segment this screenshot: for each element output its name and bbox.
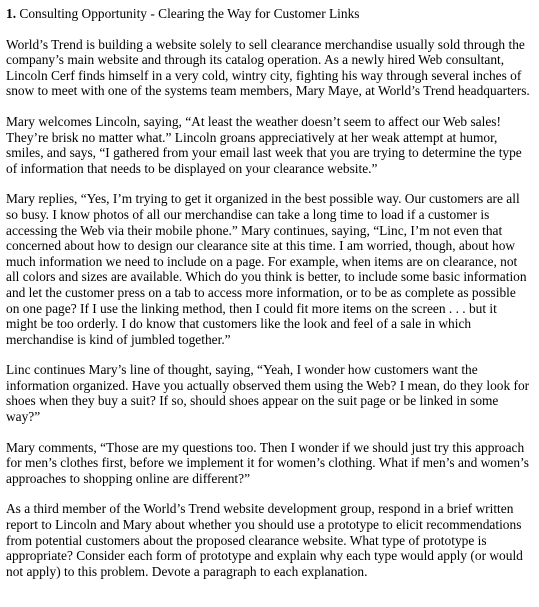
section-title: Consulting Opportunity - Clearing the Way for Customer Links (19, 6, 360, 21)
section-heading (6, 6, 531, 22)
paragraph-mary-welcomes: Mary welcomes Lincoln, saying, “At least the weather doesn’t seem to affect our Web sales! They’re brisk no matter what.” Lincoln groans appreciatively at her weak attempt at humor, smiles, and says, “I gathered from your email last week that you are trying to determine the type of information that needs to be displayed on your clearance website.” (6, 113, 522, 176)
section-number: 1. (6, 6, 17, 21)
paragraph-linc-continues: Linc continues Mary’s line of thought, saying, “Yeah, I wonder how customers want the information organized. Have you actually observed them using the Web? I mean, do they look for shoes when they buy a suit? If so, should shoes appear on the suit page or be linked in some way?” (6, 362, 530, 425)
paragraph-mary-replies: Mary replies, “Yes, I’m trying to get it organized in the best possible way. Our customers are all so busy. I know photos of all our merchandise can take a long time to load if a customer is accessing the Web via their mobile phone.” Mary continues, saying, “Linc, I’m not even that concerned about how to design our clearance site at this time. I am worried, though, about how much information we need to include on a page. For example, when items are on clearance, not all colors and sizes are available. Which do you think is better, to include some basic information and let the customer press on a tab to access more information, or to be as complete as possible on one page? If I use the linking method, then I could fit more items on the screen . . . but it might be too orderly. I do know that customers like the look and feel of a sale in which merchandise is kind of jumbled together.” (6, 191, 527, 347)
paragraph-mary-comments: Mary comments, “Those are my questions too. Then I wonder if we should just try this approach for men’s clothes first, before we implement it for women’s clothing. What if men’s and women’s approaches to shopping online are different?” (6, 439, 529, 486)
paragraph-intro: World’s Trend is building a website solely to sell clearance merchandise usually sold through the company’s main website and through its catalog operation. As a newly hired Web consultant, Lincoln Cerf finds himself in a very cold, wintry city, fighting his way through several inches of snow to meet with one of the systems team members, Mary Maye, at World’s Trend headquarters. (6, 36, 530, 99)
paragraph-assignment: As a third member of the World’s Trend website development group, respond in a brief written report to Lincoln and Mary about whether you should use a prototype to elicit recommendations from potential customers about the proposed clearance website. What type of prototype is appropriate? Consider each form of prototype and explain why each type would apply (or would not apply) to this problem. Devote a paragraph to each explanation. (6, 501, 523, 579)
